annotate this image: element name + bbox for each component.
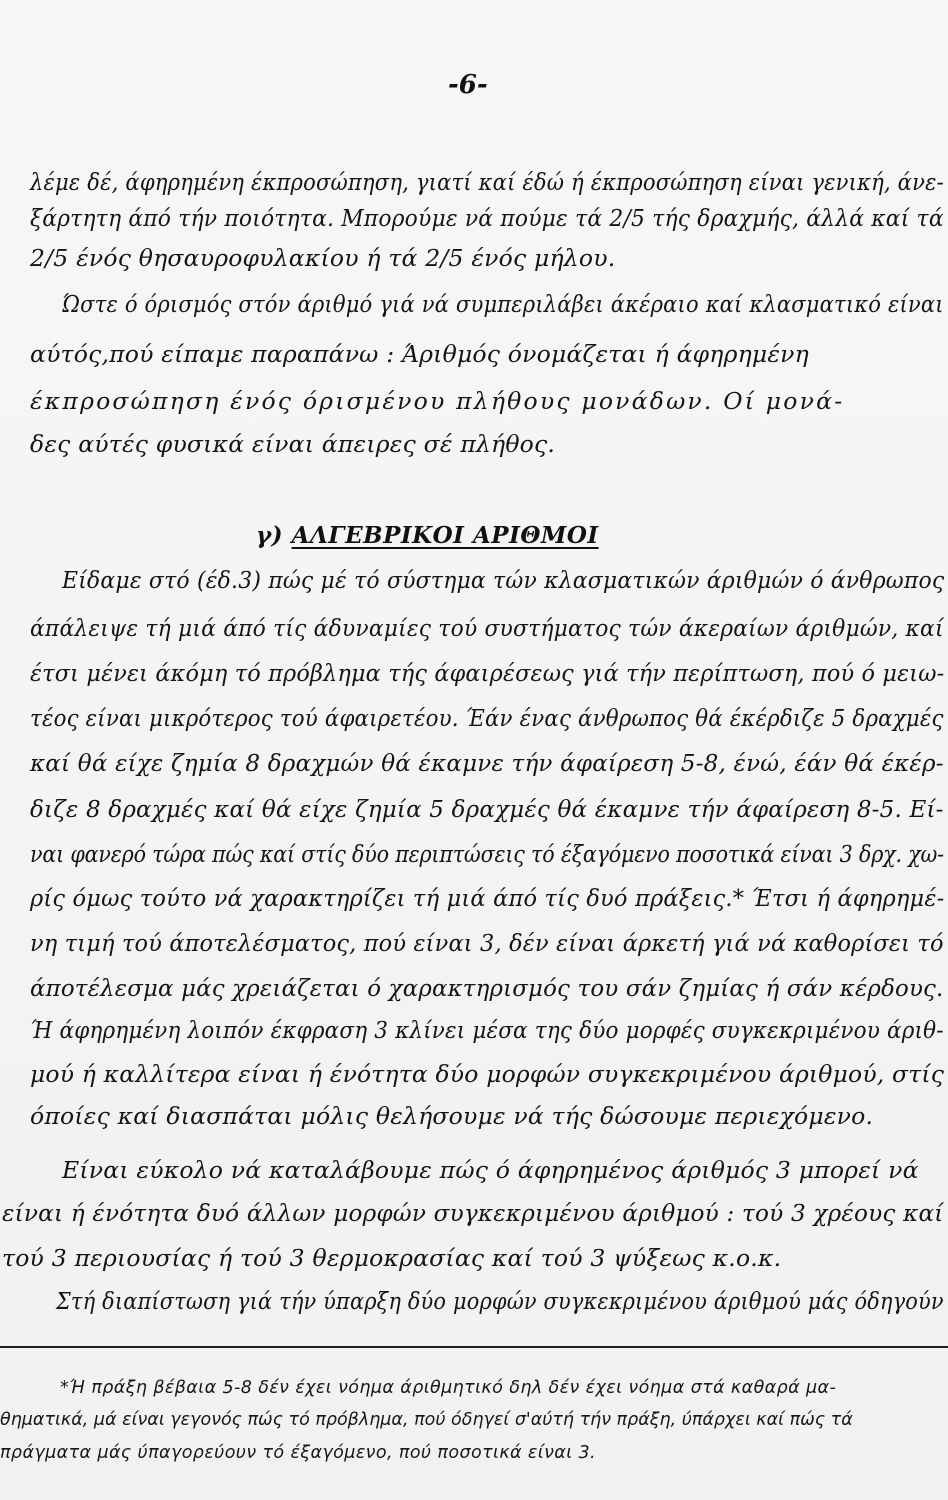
text-line: άποτέλεσμα μάς χρειάζεται ό χαρακτηρισμός του σάν ζημίας ή σάν κέρδους.: [30, 974, 944, 1002]
text-line: έτσι μένει άκόμη τό πρόβλημα τής άφαιρέσεως γιά τήν περίπτωση, πού ό μειω-: [30, 659, 945, 687]
text-line: ξάρτητη άπό τήν ποιότητα. Μπορούμε νά πούμε τά 2/5 τής δραχμής, άλλά καί τά: [30, 204, 944, 232]
text-line: μού ή καλλίτερα είναι ή ένότητα δύο μορφών συγκεκριμένου άριθμού, στίς: [30, 1060, 945, 1088]
text-line: δες αύτές φυσικά είναι άπειρες σέ πλήθος.: [30, 430, 556, 458]
text-line: Είναι εύκολο νά καταλάβουμε πώς ό άφηρημένος άριθμός 3 μπορεί νά: [62, 1156, 919, 1184]
text-line: όποίες καί διασπάται μόλις θελήσουμε νά τής δώσουμε περιεχόμενο.: [30, 1102, 874, 1130]
text-line: Ή άφηρημένη λοιπόν έκφραση 3 κλίνει μέσα της δύο μορφές συγκεκριμένου άριθ-: [30, 1016, 944, 1044]
text-line: ρίς όμως τούτο νά χαρακτηρίζει τή μιά άπό τίς δυό πράξεις.* Έτσι ή άφηρημέ-: [30, 884, 945, 912]
heading-prefix: γ): [256, 522, 284, 549]
heading-title: ΑΛΓΕΒΡΙΚΟΙ ΑΡΙΘΜΟΙ: [291, 522, 599, 549]
text-line: Ώστε ό όρισμός στόν άριθμό γιά νά συμπεριλάβει άκέραιο καί κλασματικό είναι: [62, 290, 944, 318]
text-line: Είδαμε στό (έδ.3) πώς μέ τό σύστημα τών κλασματικών άριθμών ό άνθρωπος: [62, 566, 945, 594]
text-line: ναι φανερό τώρα πώς καί στίς δύο περιπτώσεις τό έξαγόμενο ποσοτικά είναι 3 δρχ. χω-: [30, 840, 944, 868]
text-line: έκπροσώπηση ένός όρισμένου πλήθους μονάδων. Οί μονά-: [30, 387, 845, 415]
text-line: 2/5 ένός θησαυροφυλακίου ή τά 2/5 ένός μήλου.: [30, 244, 616, 272]
text-line: Στή διαπίστωση γιά τήν ύπαρξη δύο μορφών συγκεκριμένου άριθμού μάς όδηγούν: [56, 1287, 944, 1315]
text-line: τού 3 περιουσίας ή τού 3 θερμοκρασίας καί τού 3 ψύξεως κ.ο.κ.: [2, 1244, 782, 1272]
text-line: άπάλειψε τή μιά άπό τίς άδυναμίες τού συστήματος τών άκεραίων άριθμών, καί: [30, 614, 944, 642]
section-heading: [256, 522, 599, 549]
text-line: νη τιμή τού άποτελέσματος, πού είναι 3, δέν είναι άρκετή γιά νά καθορίσει τό: [30, 929, 944, 957]
page-number: -6-: [448, 70, 488, 100]
text-line: αύτός,πού είπαμε παραπάνω : Άριθμός όνομάζεται ή άφηρημένη: [30, 340, 809, 368]
text-line: διζε 8 δραχμές καί θά είχε ζημία 5 δραχμές θά έκαμνε τήν άφαίρεση 8-5. Εί-: [30, 795, 944, 823]
text-line: είναι ή ένότητα δυό άλλων μορφών συγκεκριμένου άριθμού : τού 3 χρέους καί: [2, 1199, 944, 1227]
footnote-line: θηματικά, μά είναι γεγονός πώς τό πρόβλημα, πού όδηγεί σ'αύτή τήν πράξη, ύπάρχει καί πώς τά: [0, 1410, 853, 1430]
footnote-line: *Ή πράξη βέβαια 5-8 δέν έχει νόημα άριθμητικό δηλ δέν έχει νόημα στά καθαρά μα-: [60, 1378, 837, 1398]
text-line: λέμε δέ, άφηρημένη έκπροσώπηση, γιατί καί έδώ ή έκπροσώπηση είναι γενική, άνε-: [30, 168, 944, 196]
text-line: τέος είναι μικρότερος τού άφαιρετέου. Έάν ένας άνθρωπος θά έκέρδιζε 5 δραχμές: [30, 704, 944, 732]
footnote-line: πράγματα μάς ύπαγορεύουν τό έξαγόμενο, πού ποσοτικά είναι 3.: [0, 1443, 597, 1463]
footnote-rule: [0, 1346, 948, 1348]
text-line: καί θά είχε ζημία 8 δραχμών θά έκαμνε τήν άφαίρεση 5-8, ένώ, έάν θά έκέρ-: [30, 749, 944, 777]
